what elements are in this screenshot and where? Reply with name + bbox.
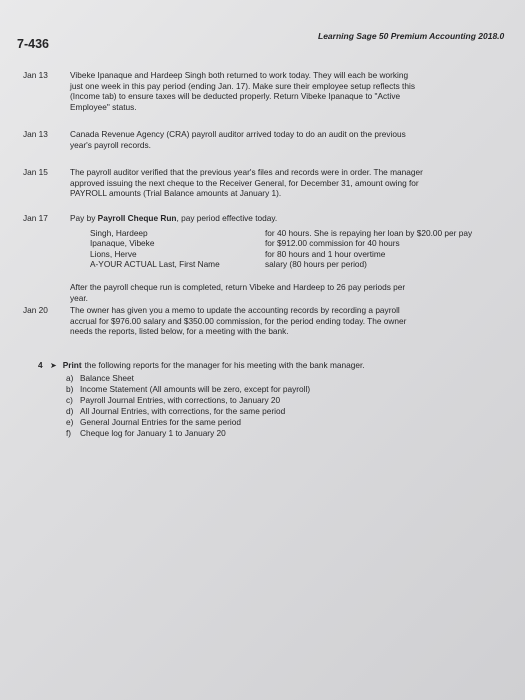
report-list bbox=[66, 373, 498, 439]
entry-followup bbox=[70, 282, 510, 303]
intro-suffix: , pay period effective today. bbox=[176, 213, 278, 223]
report-item bbox=[66, 384, 498, 395]
report-item bbox=[66, 428, 498, 439]
entry-body bbox=[70, 167, 510, 199]
employee-name: Singh, Hardeep bbox=[90, 227, 148, 238]
report-letter: e) bbox=[66, 417, 74, 427]
entry-body bbox=[70, 305, 510, 337]
entry-line: Canada Revenue Agency (CRA) payroll auditor arrived today to do an audit on the previous bbox=[70, 129, 406, 139]
report-name: General Journal Entries for the same period bbox=[80, 417, 241, 427]
entry-line: PAYROLL amounts (Trial Balance amounts at January 1). bbox=[70, 188, 282, 199]
report-name: Cheque log for January 1 to January 20 bbox=[80, 428, 226, 438]
entry-line: The owner has given you a memo to update the accounting records by recording a payroll bbox=[70, 305, 400, 315]
employee-pay-desc: for 40 hours. She is repaying her loan by $20.00 per pay bbox=[265, 227, 473, 238]
report-item bbox=[66, 406, 498, 417]
report-name: Income Statement (All amounts will be zero, except for payroll) bbox=[80, 384, 311, 394]
report-name: Payroll Journal Entries, with corrections, to January 20 bbox=[80, 395, 281, 405]
employee-row bbox=[90, 238, 510, 249]
entry-line: just one week in this pay period (ending Jan. 17). Make sure their employee setup reflects this bbox=[70, 80, 415, 91]
entry-date: Jan 15 bbox=[23, 167, 48, 177]
task-heading bbox=[38, 360, 498, 371]
arrow-icon: ➤ bbox=[50, 361, 57, 370]
entry-line: (Income tab) to ensure taxes will be deducted properly. Return Vibeke Ipanaque to "Active bbox=[70, 91, 401, 102]
employee-row bbox=[90, 249, 510, 260]
employee-name: Lions, Herve bbox=[90, 248, 137, 259]
entry-intro bbox=[70, 213, 510, 224]
entry-date: Jan 20 bbox=[23, 305, 48, 315]
entry-line: year. bbox=[70, 292, 88, 303]
task-number: 4 bbox=[38, 360, 43, 370]
print-keyword: Print bbox=[62, 360, 82, 370]
report-item bbox=[66, 417, 498, 428]
employee-pay-desc: for $912.00 commission for 40 hours bbox=[265, 238, 400, 249]
entry-line: The payroll auditor verified that the previous year's files and records were in order. The manager bbox=[70, 167, 423, 177]
report-name: All Journal Entries, with corrections, for the same period bbox=[80, 406, 286, 416]
employee-name: Ipanaque, Vibeke bbox=[90, 238, 155, 249]
employee-row bbox=[90, 228, 510, 239]
entry-line: needs the reports, listed below, for a meeting with the bank. bbox=[70, 326, 289, 337]
entry-date: Jan 17 bbox=[23, 213, 48, 223]
employee-pay-list bbox=[90, 228, 510, 270]
payroll-cheque-run-label: Payroll Cheque Run bbox=[97, 213, 177, 223]
report-letter: b) bbox=[66, 384, 74, 394]
employee-pay-desc: salary (80 hours per period) bbox=[265, 259, 367, 270]
report-name: Balance Sheet bbox=[80, 373, 134, 383]
employee-name: A-YOUR ACTUAL Last, First Name bbox=[90, 259, 220, 270]
entry-line: approved issuing the next cheque to the Receiver General, for December 31, amount owing for bbox=[70, 177, 419, 188]
employee-row bbox=[90, 259, 510, 270]
entry-line: year's payroll records. bbox=[70, 139, 151, 150]
entry-line: accrual for $976.00 salary and $350.00 commission, for the period ending today. The owner bbox=[70, 315, 407, 326]
employee-pay-desc: for 80 hours and 1 hour overtime bbox=[265, 248, 386, 259]
report-letter: a) bbox=[66, 373, 74, 383]
report-letter: c) bbox=[66, 395, 73, 405]
entry-body bbox=[70, 70, 510, 112]
entry-body bbox=[70, 129, 510, 150]
book-title: Learning Sage 50 Premium Accounting 2018.0 bbox=[318, 31, 505, 41]
intro-prefix: Pay by bbox=[70, 213, 98, 223]
task-instruction: the following reports for the manager for his meeting with the bank manager. bbox=[84, 360, 365, 370]
report-item bbox=[66, 395, 498, 406]
entry-date: Jan 13 bbox=[23, 70, 48, 80]
page-number: 7-436 bbox=[17, 37, 49, 51]
report-item bbox=[66, 373, 498, 384]
entry-body bbox=[70, 213, 510, 303]
entry-line: Vibeke Ipanaque and Hardeep Singh both returned to work today. They will each be working bbox=[70, 70, 409, 80]
report-letter: d) bbox=[66, 406, 74, 416]
entry-date: Jan 13 bbox=[23, 129, 48, 139]
entry-line: Employee" status. bbox=[70, 101, 137, 112]
print-reports-task bbox=[38, 360, 498, 439]
report-letter: f) bbox=[66, 428, 72, 438]
entry-line: After the payroll cheque run is completed, return Vibeke and Hardeep to 26 pay periods per bbox=[70, 281, 406, 292]
